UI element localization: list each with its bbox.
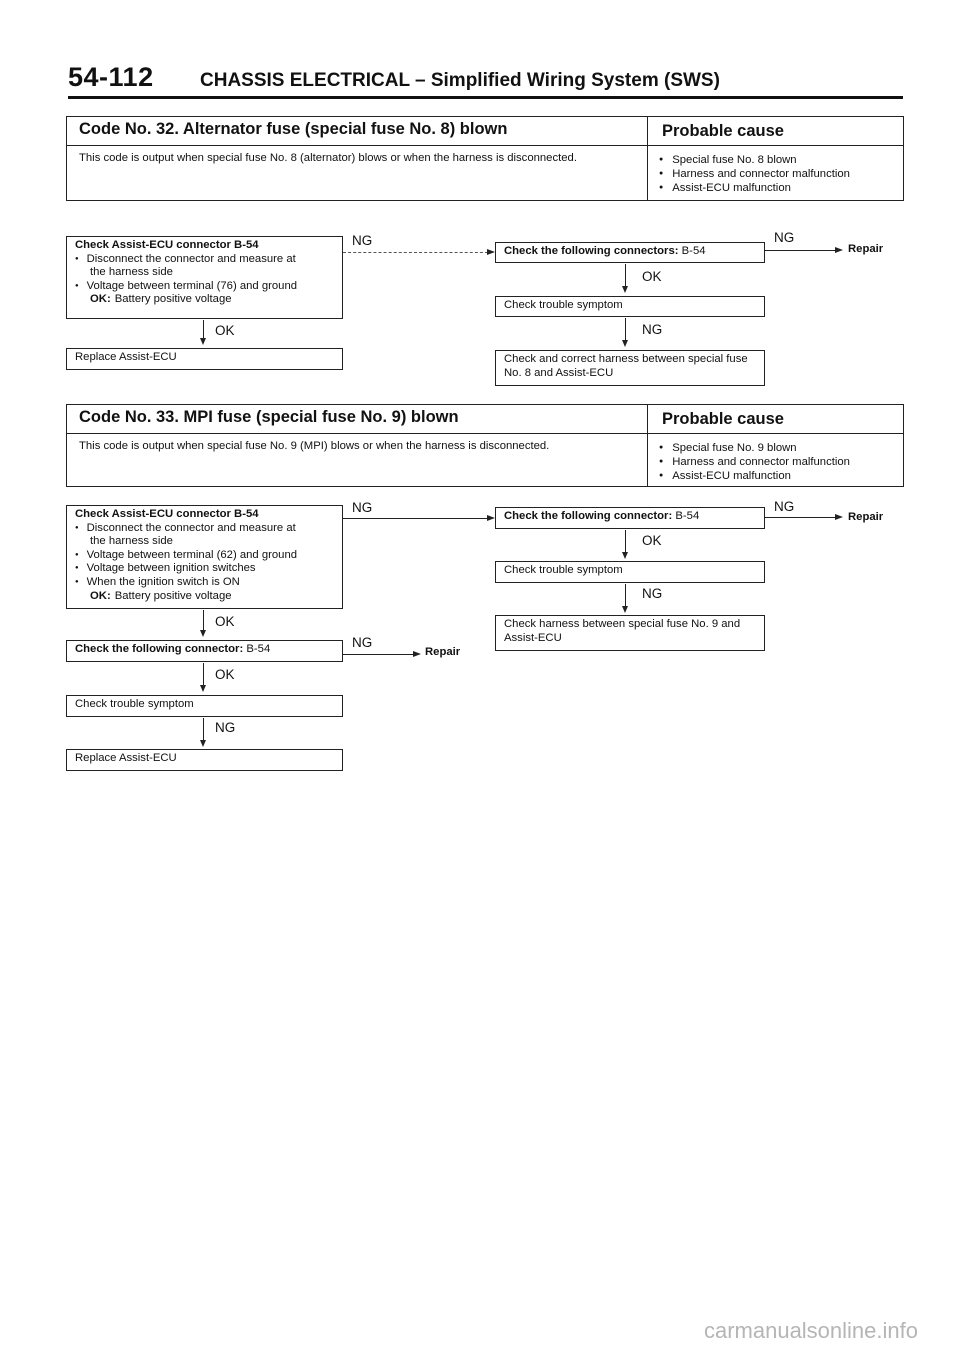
arrow-right-icon <box>835 247 843 253</box>
arrow-down-icon <box>622 606 628 613</box>
code-32-panel <box>66 116 904 201</box>
ng-label: NG <box>352 635 373 650</box>
check-harness-box <box>495 615 765 651</box>
ok-label: OK <box>642 269 662 284</box>
step-continuation: the harness side <box>90 535 173 548</box>
check-connector-box-left <box>66 640 343 662</box>
step-item: ● Voltage between ignition switches <box>75 562 334 576</box>
arrow-right-icon <box>487 515 495 521</box>
step-item: ● When the ignition switch is ON <box>75 576 334 590</box>
code-33-title: Code No. 33. MPI fuse (special fuse No. 9) blown <box>79 408 459 426</box>
code-32-title: Code No. 32. Alternator fuse (special fuse No. 8) blown <box>79 120 508 138</box>
connector-id: B-54 <box>246 643 271 655</box>
ng-label: NG <box>774 230 795 245</box>
code-32-header <box>67 117 903 146</box>
check-connector-label: Check the following connector: <box>504 510 673 522</box>
header-rule <box>68 96 903 99</box>
arrow-down-icon <box>622 552 628 559</box>
flow-line <box>625 584 626 608</box>
check-trouble-box-left <box>66 695 343 717</box>
flow-line <box>343 252 488 253</box>
flow-line <box>765 517 835 518</box>
probable-cause-label: Probable cause <box>662 122 784 140</box>
ok-label: OK <box>215 667 235 682</box>
cause-item: ● Special fuse No. 9 blown <box>659 441 850 455</box>
connector-id: B-54 <box>681 245 706 257</box>
arrow-down-icon <box>200 630 206 637</box>
flow-line <box>765 250 835 251</box>
step-item: ● Disconnect the connector and measure at <box>75 522 334 536</box>
arrow-down-icon <box>200 740 206 747</box>
ok-label: OK <box>215 614 235 629</box>
column-divider <box>647 405 648 486</box>
arrow-right-icon <box>835 514 843 520</box>
cause-item: ● Special fuse No. 8 blown <box>659 153 850 167</box>
cause-item: ● Assist-ECU malfunction <box>659 181 850 195</box>
footer-watermark: carmanualsonline.info <box>703 1318 918 1343</box>
check-trouble-box-right <box>495 561 765 583</box>
check-assist-ecu-box-1 <box>66 236 343 319</box>
check-trouble-text: Check trouble symptom <box>504 564 623 576</box>
ng-label: NG <box>642 586 663 601</box>
repair-label: Repair <box>848 511 884 523</box>
page-number: 54-112 <box>68 62 154 92</box>
replace-assist-ecu-box-2 <box>66 749 343 771</box>
cause-item: ● Harness and connector malfunction <box>659 455 850 469</box>
step-continuation: the harness side <box>90 266 173 279</box>
ng-label: NG <box>352 500 373 515</box>
check-harness-text: Check harness between special fuse No. 9 and Assist-ECU <box>504 618 741 644</box>
code-33-panel <box>66 404 904 487</box>
repair-label: Repair <box>848 243 884 255</box>
code-33-header <box>67 405 903 434</box>
check-connector-label: Check the following connector: <box>75 643 244 655</box>
check-assist-ecu-title: Check Assist-ECU connector B-54 <box>75 508 259 520</box>
check-connectors-label: Check the following connectors: <box>504 245 679 257</box>
check-trouble-text: Check trouble symptom <box>504 299 623 311</box>
ok-criteria-value: Battery positive voltage <box>114 589 232 602</box>
arrow-down-icon <box>622 340 628 347</box>
flow-line <box>343 654 413 655</box>
replace-assist-ecu-text: Replace Assist-ECU <box>75 752 177 764</box>
step-item: ● Disconnect the connector and measure at <box>75 253 334 267</box>
column-divider <box>647 117 648 200</box>
ng-label: NG <box>774 499 795 514</box>
probable-cause-label: Probable cause <box>662 410 784 428</box>
flow-line <box>625 264 626 288</box>
check-trouble-text: Check trouble symptom <box>75 698 194 710</box>
ok-criteria-label: OK: <box>90 589 111 602</box>
flow-line <box>625 318 626 342</box>
step-item: ● Voltage between terminal (62) and ground <box>75 549 334 563</box>
arrow-right-icon <box>487 249 495 255</box>
code-32-causes <box>659 153 850 195</box>
check-assist-ecu-title: Check Assist-ECU connector B-54 <box>75 239 259 251</box>
arrow-down-icon <box>622 286 628 293</box>
check-assist-ecu-box-2 <box>66 505 343 609</box>
flow-line <box>203 663 204 687</box>
ng-label: NG <box>215 720 236 735</box>
ng-label: NG <box>352 233 373 248</box>
flow-line <box>343 518 488 519</box>
ng-label: NG <box>642 322 663 337</box>
check-trouble-box-1 <box>495 296 765 317</box>
check-correct-harness-box <box>495 350 765 386</box>
code-33-causes <box>659 441 850 483</box>
cause-item: ● Assist-ECU malfunction <box>659 469 850 483</box>
flow-line <box>203 718 204 742</box>
check-connector-box-right <box>495 507 765 529</box>
cause-item: ● Harness and connector malfunction <box>659 167 850 181</box>
flow-line <box>203 610 204 632</box>
ok-criteria-label: OK: <box>90 293 111 306</box>
arrow-down-icon <box>200 338 206 345</box>
arrow-down-icon <box>200 685 206 692</box>
ok-criteria-value: Battery positive voltage <box>114 293 232 306</box>
flow-line <box>203 320 204 340</box>
repair-label: Repair <box>425 646 461 658</box>
check-connectors-box <box>495 242 765 263</box>
arrow-right-icon <box>413 651 421 657</box>
replace-assist-ecu-text: Replace Assist-ECU <box>75 351 177 363</box>
flow-line <box>625 530 626 554</box>
code-32-description: This code is output when special fuse No. 8 (alternator) blows or when the harness is disconnected. <box>79 152 577 164</box>
ok-label: OK <box>215 323 235 338</box>
page-title: CHASSIS ELECTRICAL – Simplified Wiring System (SWS) <box>200 70 720 91</box>
ok-label: OK <box>642 533 662 548</box>
check-correct-harness-text: Check and correct harness between special fuse No. 8 and Assist-ECU <box>504 353 748 379</box>
replace-assist-ecu-box-1 <box>66 348 343 370</box>
code-33-description: This code is output when special fuse No. 9 (MPI) blows or when the harness is disconnected. <box>79 440 550 452</box>
connector-id: B-54 <box>675 510 700 522</box>
step-item: ● Voltage between terminal (76) and ground <box>75 280 334 294</box>
